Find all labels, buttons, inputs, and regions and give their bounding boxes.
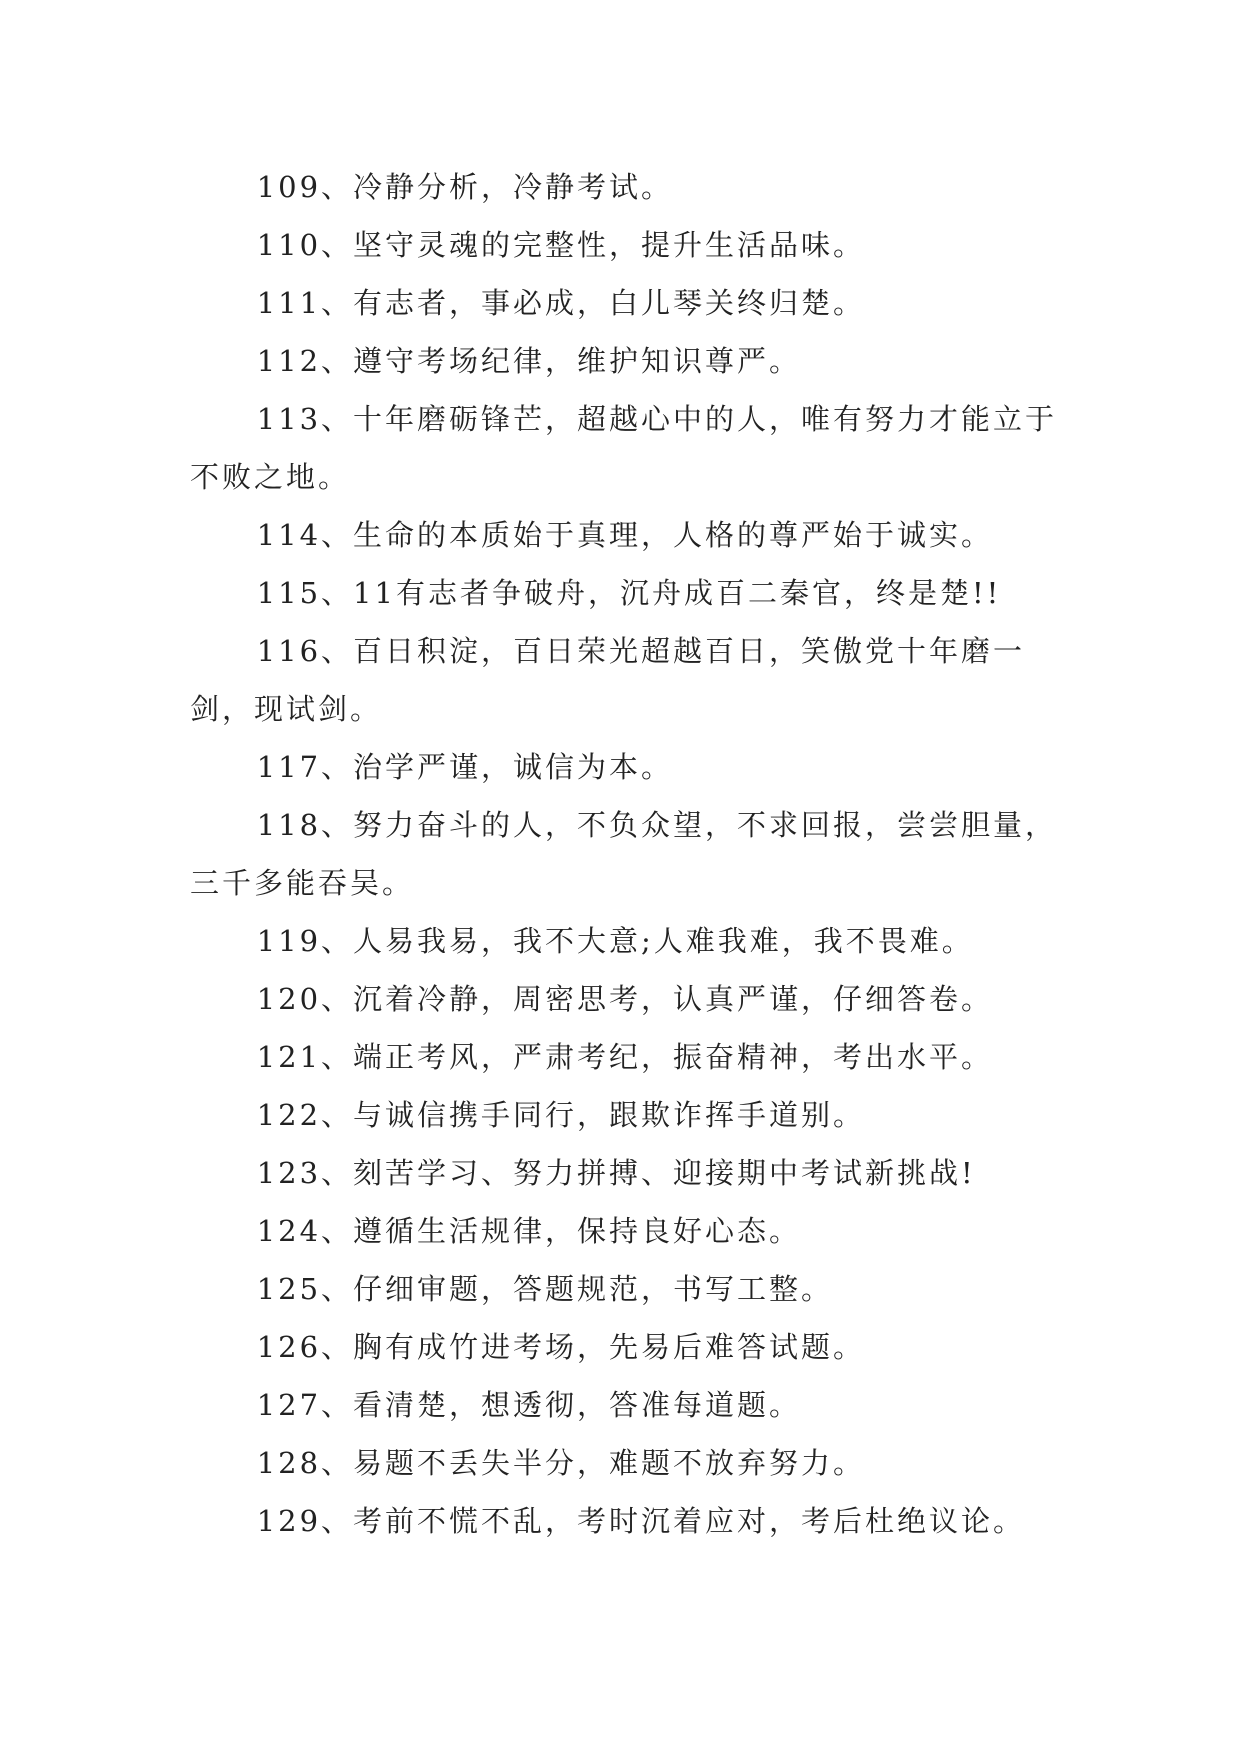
paragraph-118: 118、努力奋斗的人，不负众望，不求回报，尝尝胆量，三千多能吞吴。 [190,808,1058,900]
paragraph-112: 112、遵守考场纪律，维护知识尊严。 [256,344,802,378]
paragraph-115: 115、11有志者争破舟，沉舟成百二秦官，终是楚!! [256,576,1002,610]
paragraph-116: 116、百日积淀，百日荣光超越百日，笑傲党十年磨一剑，现试剑。 [190,634,1026,726]
paragraph-123: 123、刻苦学习、努力拼搏、迎接期中考试新挑战! [256,1156,976,1190]
paragraph-114: 114、生命的本质始于真理，人格的尊严始于诚实。 [256,518,994,552]
paragraph-111: 111、有志者，事必成，白儿琴关终归楚。 [256,286,866,320]
paragraph-117: 117、治学严谨，诚信为本。 [256,750,674,784]
paragraph-120: 120、沉着冷静，周密思考，认真严谨，仔细答卷。 [256,982,994,1016]
paragraph-127: 127、看清楚，想透彻，答准每道题。 [256,1388,802,1422]
paragraph-125: 125、仔细审题，答题规范，书写工整。 [256,1272,834,1306]
paragraph-110: 110、坚守灵魂的完整性，提升生活品味。 [256,228,866,262]
paragraph-124: 124、遵循生活规律，保持良好心态。 [256,1214,802,1248]
document-body [190,158,1070,1550]
paragraph-129: 129、考前不慌不乱，考时沉着应对，考后杜绝议论。 [256,1504,1026,1538]
paragraph-119: 119、人易我易，我不大意;人难我难，我不畏难。 [256,924,974,958]
paragraph-121: 121、端正考风，严肃考纪，振奋精神，考出水平。 [256,1040,994,1074]
paragraph-113: 113、十年磨砺锋芒，超越心中的人，唯有努力才能立于不败之地。 [190,402,1058,494]
paragraph-109: 109、冷静分析，冷静考试。 [256,170,674,204]
paragraph-122: 122、与诚信携手同行，跟欺诈挥手道别。 [256,1098,866,1132]
paragraph-128: 128、易题不丢失半分，难题不放弃努力。 [256,1446,866,1480]
paragraph-126: 126、胸有成竹进考场，先易后难答试题。 [256,1330,866,1364]
